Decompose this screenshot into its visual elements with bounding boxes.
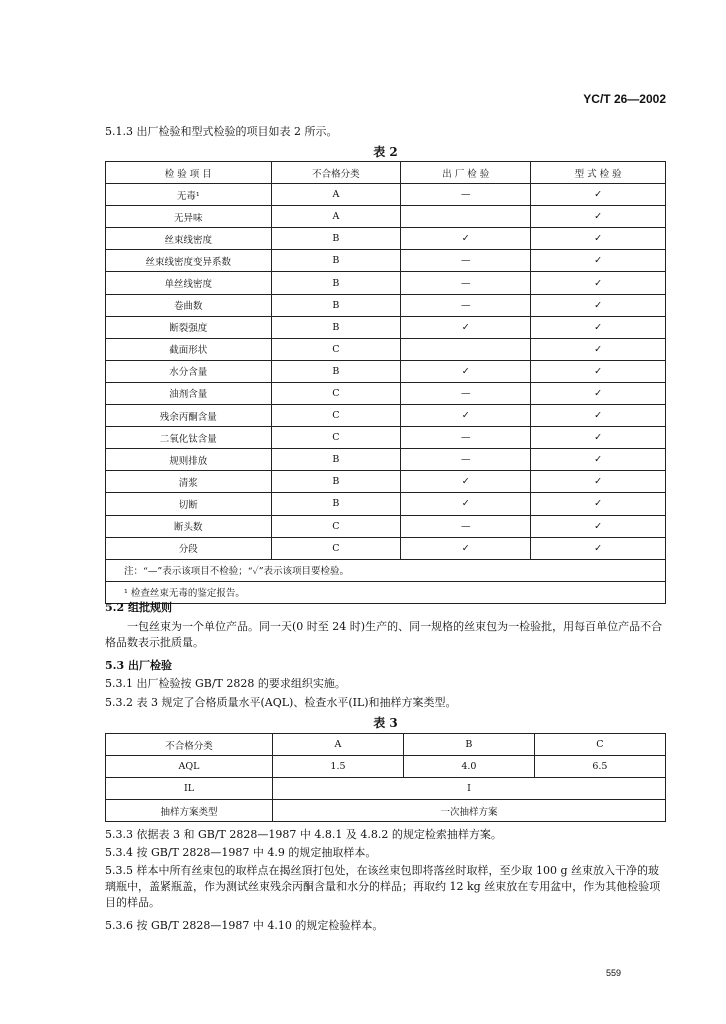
table-cell: ✓ (401, 360, 531, 382)
table-row (106, 405, 666, 427)
table-cell: — (401, 272, 531, 294)
clause-5-3-6: 5.3.6 按 GB/T 2828—1987 中 4.10 的规定检验样本。 (105, 919, 384, 932)
clause-5-3-4: 5.3.4 按 GB/T 2828—1987 中 4.9 的规定抽取样本。 (105, 846, 377, 859)
table-cell: ✓ (531, 493, 666, 515)
table-row (106, 800, 666, 822)
table-header-row (106, 162, 666, 184)
table-row (106, 427, 666, 449)
table-header-cell: 检 验 项 目 (106, 162, 272, 184)
table-cell: ✓ (531, 515, 666, 537)
table-cell: 切断 (106, 493, 272, 515)
section-5-2-title: 5.2 组批规则 (105, 601, 172, 614)
table-cell: A (271, 206, 401, 228)
table-note-row (106, 559, 666, 581)
table-cell: C (271, 427, 401, 449)
table-cell: ✓ (401, 405, 531, 427)
table-cell: B (403, 734, 534, 756)
table-cell (401, 206, 531, 228)
clause-5-3-2: 5.3.2 表 3 规定了合格质量水平(AQL)、检查水平(IL)和抽样方案类型。 (105, 696, 457, 709)
table-cell: ✓ (531, 537, 666, 559)
table-cell: 分段 (106, 537, 272, 559)
table-cell: ✓ (531, 250, 666, 272)
table-row (106, 778, 666, 800)
table-cell: ✓ (531, 316, 666, 338)
table-cell: 一次抽样方案 (273, 800, 666, 822)
table-cell: 丝束线密度 (106, 228, 272, 250)
table-cell: — (401, 250, 531, 272)
table-cell: 无毒¹ (106, 184, 272, 206)
table-cell: 丝束线密度变异系数 (106, 250, 272, 272)
table-cell: ✓ (531, 228, 666, 250)
table-row (106, 206, 666, 228)
standard-code: YC/T 26—2002 (583, 92, 666, 106)
table-cell: 清浆 (106, 471, 272, 493)
table-row (106, 250, 666, 272)
table-cell: 抽样方案类型 (106, 800, 273, 822)
clause-5-1-3: 5.1.3 出厂检验和型式检验的项目如表 2 所示。 (105, 125, 338, 138)
table-note: ¹ 检查丝束无毒的鉴定报告。 (106, 581, 666, 603)
table-cell: ✓ (531, 382, 666, 404)
clause-5-3-1: 5.3.1 出厂检验按 GB/T 2828 的要求组织实施。 (105, 677, 346, 690)
table-cell: 油剂含量 (106, 382, 272, 404)
table-cell: 单丝线密度 (106, 272, 272, 294)
table-cell: 1.5 (273, 756, 404, 778)
table-cell: ✓ (401, 471, 531, 493)
table-row (106, 449, 666, 471)
table-cell: B (271, 228, 401, 250)
table-cell: ✓ (401, 316, 531, 338)
table-cell: A (273, 734, 404, 756)
table-cell: C (271, 405, 401, 427)
table-cell: ✓ (531, 427, 666, 449)
table-row (106, 471, 666, 493)
table-cell: ✓ (531, 360, 666, 382)
table-cell: — (401, 184, 531, 206)
table-cell: B (271, 294, 401, 316)
table-cell: B (271, 250, 401, 272)
table-cell: — (401, 382, 531, 404)
table-cell: B (271, 449, 401, 471)
table-cell: Ⅰ (273, 778, 666, 800)
table-cell: ✓ (531, 338, 666, 360)
table-cell: — (401, 294, 531, 316)
table-cell: ✓ (531, 206, 666, 228)
sampling-table (105, 733, 666, 822)
clause-5-3-5: 5.3.5 样本中所有丝束包的取样点在揭丝頂打包处，在该丝束包即将落丝时取样，至少取 100 g 丝束放入干净的玻璃瓶中，盖紧瓶盖，作为测试丝束残余丙酮含量和水分的样品；再取约 12 kg 丝束放在专用盆中，作为其他检验项目的样品。 (105, 864, 661, 909)
table-cell: — (401, 515, 531, 537)
table-cell: 二氧化钛含量 (106, 427, 272, 449)
table-cell: ✓ (401, 493, 531, 515)
table-cell: C (271, 537, 401, 559)
table-cell: C (271, 382, 401, 404)
table-cell: 断头数 (106, 515, 272, 537)
table-row (106, 537, 666, 559)
table-cell: A (271, 184, 401, 206)
table-cell: B (271, 360, 401, 382)
table-cell: ✓ (401, 228, 531, 250)
table-cell: 断裂强度 (106, 316, 272, 338)
table-cell: IL (106, 778, 273, 800)
table-cell (401, 338, 531, 360)
table2-caption: 表 2 (373, 145, 398, 159)
table-header-cell: 型 式 检 验 (531, 162, 666, 184)
section-5-2-body: 一包丝束为一个单位产品。同一天(0 时至 24 时)生产的、同一规格的丝束包为一检验批，用每百单位产品不合格品数表示批质量。 (105, 620, 663, 649)
table-cell: C (271, 338, 401, 360)
table-row (106, 184, 666, 206)
table-row (106, 515, 666, 537)
table-cell: ✓ (531, 294, 666, 316)
table-cell: 残余丙酮含量 (106, 405, 272, 427)
table-cell: 截面形状 (106, 338, 272, 360)
inspection-items-table (105, 161, 666, 604)
table-cell: AQL (106, 756, 273, 778)
table-cell: ✓ (401, 537, 531, 559)
table-cell: C (534, 734, 665, 756)
table-row (106, 360, 666, 382)
table-cell: ✓ (531, 405, 666, 427)
table-cell: 6.5 (534, 756, 665, 778)
table-cell: B (271, 493, 401, 515)
table-row (106, 734, 666, 756)
table-cell: — (401, 449, 531, 471)
table-cell: ✓ (531, 272, 666, 294)
table-row (106, 294, 666, 316)
table-cell: B (271, 316, 401, 338)
table-cell: 卷曲数 (106, 294, 272, 316)
table-row (106, 228, 666, 250)
table-row (106, 382, 666, 404)
table-row (106, 272, 666, 294)
table-note: 注：“—”表示该项目不检验；“✓”表示该项目要检验。 (106, 559, 666, 581)
table3-caption: 表 3 (373, 716, 398, 730)
table-row (106, 493, 666, 515)
page-number: 559 (605, 968, 621, 978)
table-cell: 4.0 (403, 756, 534, 778)
table-header-cell: 不合格分类 (271, 162, 401, 184)
table-cell: B (271, 471, 401, 493)
table-cell: ✓ (531, 184, 666, 206)
table-row (106, 316, 666, 338)
table-cell: ✓ (531, 471, 666, 493)
table-cell: C (271, 515, 401, 537)
table-cell: ✓ (531, 449, 666, 471)
table-cell: 规则排放 (106, 449, 272, 471)
table-cell: 水分含量 (106, 360, 272, 382)
table-cell: — (401, 427, 531, 449)
table-header-cell: 出 厂 检 验 (401, 162, 531, 184)
table-cell: B (271, 272, 401, 294)
section-5-3-title: 5.3 出厂检验 (105, 659, 172, 672)
clause-5-3-3: 5.3.3 依据表 3 和 GB/T 2828—1987 中 4.8.1 及 4.8.2 的规定检索抽样方案。 (105, 828, 502, 841)
table-cell: 不合格分类 (106, 734, 273, 756)
table-row (106, 756, 666, 778)
table-cell: 无异味 (106, 206, 272, 228)
table-row (106, 338, 666, 360)
